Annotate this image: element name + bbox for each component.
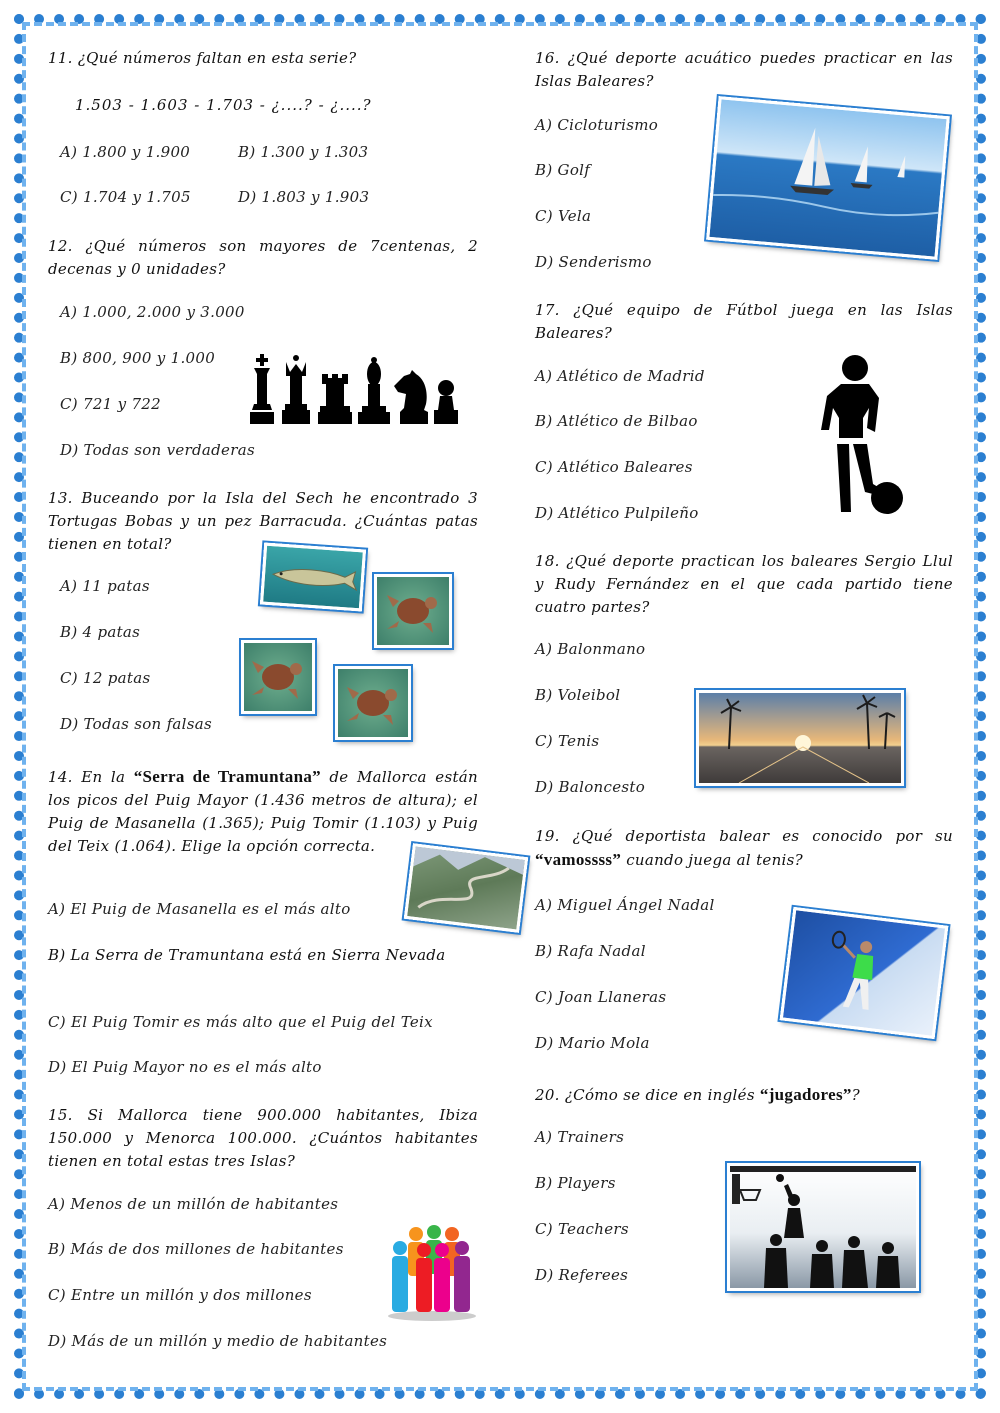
q15-option-b[interactable]: B) Más de dos millones de habitantes (48, 1240, 344, 1258)
basketball-silhouette-icon (730, 1166, 916, 1288)
q14-text-end: de Mallorca están los picos del Puig Mayor (1.436 metros de altura); el Puig de Masanella (1.365); Puig Tomir (1.103) y Puig del Teix (1.064). Elige la opción correcta. (48, 768, 478, 855)
q17-option-d[interactable]: D) Atlético Pulpileño (535, 504, 699, 522)
court-sunset-photo (696, 690, 904, 786)
q15-option-a[interactable]: A) Menos de un millón de habitantes (48, 1195, 339, 1213)
q17-option-a[interactable]: A) Atlético de Madrid (535, 367, 705, 385)
question-20 (535, 1083, 953, 1107)
q19-option-a[interactable]: A) Miguel Ángel Nadal (535, 896, 715, 914)
q20-option-d[interactable]: D) Referees (535, 1266, 629, 1284)
q14-option-b[interactable]: B) La Serra de Tramuntana está en Sierra Nevada (48, 946, 446, 964)
q19-bold-term: “vamossss” (535, 850, 622, 869)
turtle-photo-3 (335, 666, 411, 740)
question-12: 12. ¿Qué números son mayores de 7centenas, 2 decenas y 0 unidades? (48, 237, 478, 278)
q13-option-d[interactable]: D) Todas son falsas (60, 715, 213, 733)
q11-option-b[interactable]: B) 1.300 y 1.303 (238, 143, 369, 161)
q19-text-start: 19. ¿Qué deportista balear es conocido por su (535, 827, 953, 845)
question-11-series: 1.503 - 1.603 - 1.703 - ¿....? - ¿....? (75, 96, 372, 114)
chess-pieces-image (248, 352, 460, 427)
sailing-photo (706, 96, 950, 260)
q18-option-b[interactable]: B) Voleibol (535, 686, 621, 704)
sailboat-icon (709, 99, 946, 256)
palm-trees-icon (699, 693, 901, 783)
q12-option-c[interactable]: C) 721 y 722 (60, 395, 161, 413)
q20-option-b[interactable]: B) Players (535, 1174, 616, 1192)
q12-option-d[interactable]: D) Todas son verdaderas (60, 441, 255, 459)
question-18: 18. ¿Qué deporte practican los baleares Sergio Llul y Rudy Fernández en el que cada partido tiene cuatro partes? (535, 552, 953, 616)
q20-option-a[interactable]: A) Trainers (535, 1128, 625, 1146)
basketball-players-photo (727, 1163, 919, 1291)
fish-icon (263, 546, 363, 609)
turtle-photo-1 (374, 574, 452, 648)
question-15: 15. Si Mallorca tiene 900.000 habitantes, Ibiza 150.000 y Menorca 100.000. ¿Cuántos habitantes tienen en total estas tres Islas? (48, 1106, 478, 1170)
q19-option-c[interactable]: C) Joan Llaneras (535, 988, 667, 1006)
q12-option-b[interactable]: B) 800, 900 y 1.000 (60, 349, 216, 367)
q11-option-c[interactable]: C) 1.704 y 1.705 (60, 188, 191, 206)
mountain-photo (404, 843, 528, 933)
q20-text-start: 20. ¿Cómo se dice en inglés (535, 1086, 760, 1104)
question-13: 13. Buceando por la Isla del Sech he encontrado 3 Tortugas Bobas y un pez Barracuda. ¿Cuántas patas tienen en total? (48, 489, 478, 553)
road-icon (407, 847, 525, 930)
question-19 (535, 825, 953, 872)
question-11: 11. ¿Qué números faltan en esta serie? (48, 49, 357, 67)
q19-option-b[interactable]: B) Rafa Nadal (535, 942, 646, 960)
q14-text-start: 14. En la (48, 768, 134, 786)
q15-option-c[interactable]: C) Entre un millón y dos millones (48, 1286, 312, 1304)
q19-text-end: cuando juega al tenis? (621, 851, 803, 869)
question-16: 16. ¿Qué deporte acuático puedes practicar en las Islas Baleares? (535, 49, 953, 90)
q17-option-c[interactable]: C) Atlético Baleares (535, 458, 693, 476)
q13-option-c[interactable]: C) 12 patas (60, 669, 151, 687)
q20-option-c[interactable]: C) Teachers (535, 1220, 629, 1238)
turtle-icon (338, 669, 408, 737)
people-group-image (386, 1222, 478, 1322)
q14-bold-term: “Serra de Tramuntana” (133, 767, 321, 786)
football-player-silhouette (815, 352, 905, 518)
q18-option-c[interactable]: C) Tenis (535, 732, 600, 750)
tennis-photo (780, 907, 949, 1039)
q14-option-d[interactable]: D) El Puig Mayor no es el más alto (48, 1058, 322, 1076)
q12-option-a[interactable]: A) 1.000, 2.000 y 3.000 (60, 303, 245, 321)
turtle-photo-2 (241, 640, 315, 714)
q17-option-b[interactable]: B) Atlético de Bilbao (535, 412, 698, 430)
q16-option-c[interactable]: C) Vela (535, 207, 592, 225)
q18-option-d[interactable]: D) Baloncesto (535, 778, 646, 796)
q18-option-a[interactable]: A) Balonmano (535, 640, 646, 658)
barracuda-photo (260, 543, 366, 612)
q16-option-b[interactable]: B) Golf (535, 161, 591, 179)
q11-option-a[interactable]: A) 1.800 y 1.900 (60, 143, 191, 161)
q13-option-a[interactable]: A) 11 patas (60, 577, 150, 595)
tennis-player-icon (783, 910, 945, 1035)
q20-bold-term: “jugadores” (759, 1085, 852, 1104)
q14-option-a[interactable]: A) El Puig de Masanella es el más alto (48, 900, 351, 918)
question-17: 17. ¿Qué equipo de Fútbol juega en las Islas Baleares? (535, 301, 953, 342)
q13-option-b[interactable]: B) 4 patas (60, 623, 141, 641)
q19-option-d[interactable]: D) Mario Mola (535, 1034, 650, 1052)
turtle-icon (244, 643, 312, 711)
q14-option-c[interactable]: C) El Puig Tomir es más alto que el Puig del Teix (48, 1013, 433, 1031)
q15-option-d[interactable]: D) Más de un millón y medio de habitantes (48, 1332, 388, 1350)
q20-text-end: ? (851, 1086, 861, 1104)
q16-option-a[interactable]: A) Cicloturismo (535, 116, 659, 134)
q16-option-d[interactable]: D) Senderismo (535, 253, 652, 271)
q11-option-d[interactable]: D) 1.803 y 1.903 (238, 188, 370, 206)
turtle-icon (377, 577, 449, 645)
